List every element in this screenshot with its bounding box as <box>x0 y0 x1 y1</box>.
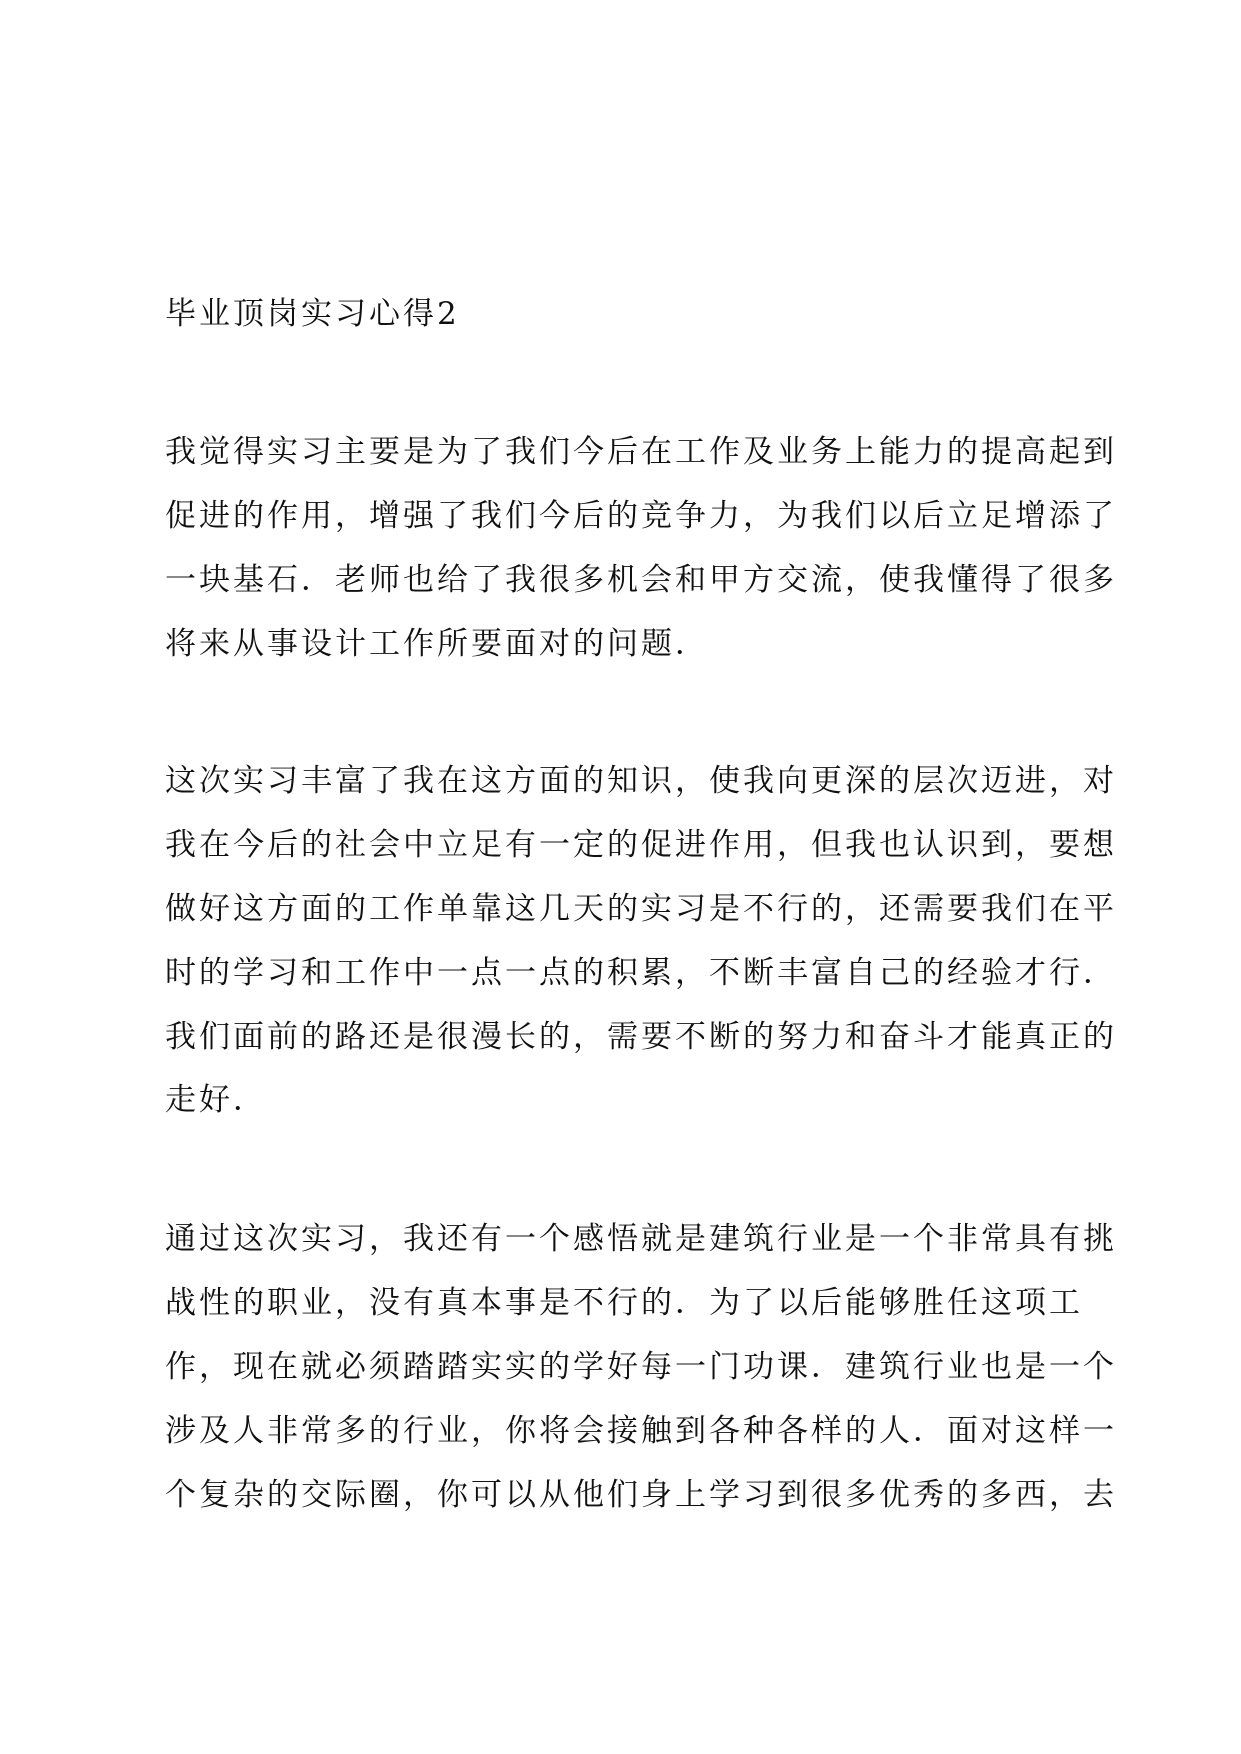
paragraph-line: 将来从事设计工作所要面对的问题． <box>165 626 709 662</box>
paragraph-line: 走好． <box>165 1082 267 1118</box>
paragraph-line: 促进的作用，增强了我们今后的竞争力，为我们以后立足增添了 <box>165 498 1117 534</box>
paragraph-line: 涉及人非常多的行业，你将会接触到各种各样的人．面对这样一 <box>165 1413 1117 1449</box>
document-title: 毕业顶岗实习心得2 <box>165 296 460 332</box>
paragraph-line: 时的学习和工作中一点一点的积累，不断丰富自己的经验才行． <box>165 955 1117 991</box>
paragraph-line: 通过这次实习，我还有一个感悟就是建筑行业是一个非常具有挑 <box>165 1221 1117 1257</box>
paragraph-line: 我们面前的路还是很漫长的，需要不断的努力和奋斗才能真正的 <box>165 1019 1117 1055</box>
paragraph-line: 我觉得实习主要是为了我们今后在工作及业务上能力的提高起到 <box>165 434 1117 470</box>
paragraph-line: 这次实习丰富了我在这方面的知识，使我向更深的层次迈进，对 <box>165 763 1117 799</box>
paragraph-line: 我在今后的社会中立足有一定的促进作用，但我也认识到，要想 <box>165 827 1117 863</box>
paragraph-line: 一块基石．老师也给了我很多机会和甲方交流，使我懂得了很多 <box>165 562 1117 598</box>
paragraph-line: 个复杂的交际圈，你可以从他们身上学习到很多优秀的多西，去 <box>165 1477 1117 1513</box>
paragraph-line: 作，现在就必须踏踏实实的学好每一门功课．建筑行业也是一个 <box>165 1349 1117 1385</box>
paragraph-line: 做好这方面的工作单靠这几天的实习是不行的，还需要我们在平 <box>165 891 1117 927</box>
paragraph-line: 战性的职业，没有真本事是不行的．为了以后能够胜任这项工 <box>165 1285 1083 1321</box>
